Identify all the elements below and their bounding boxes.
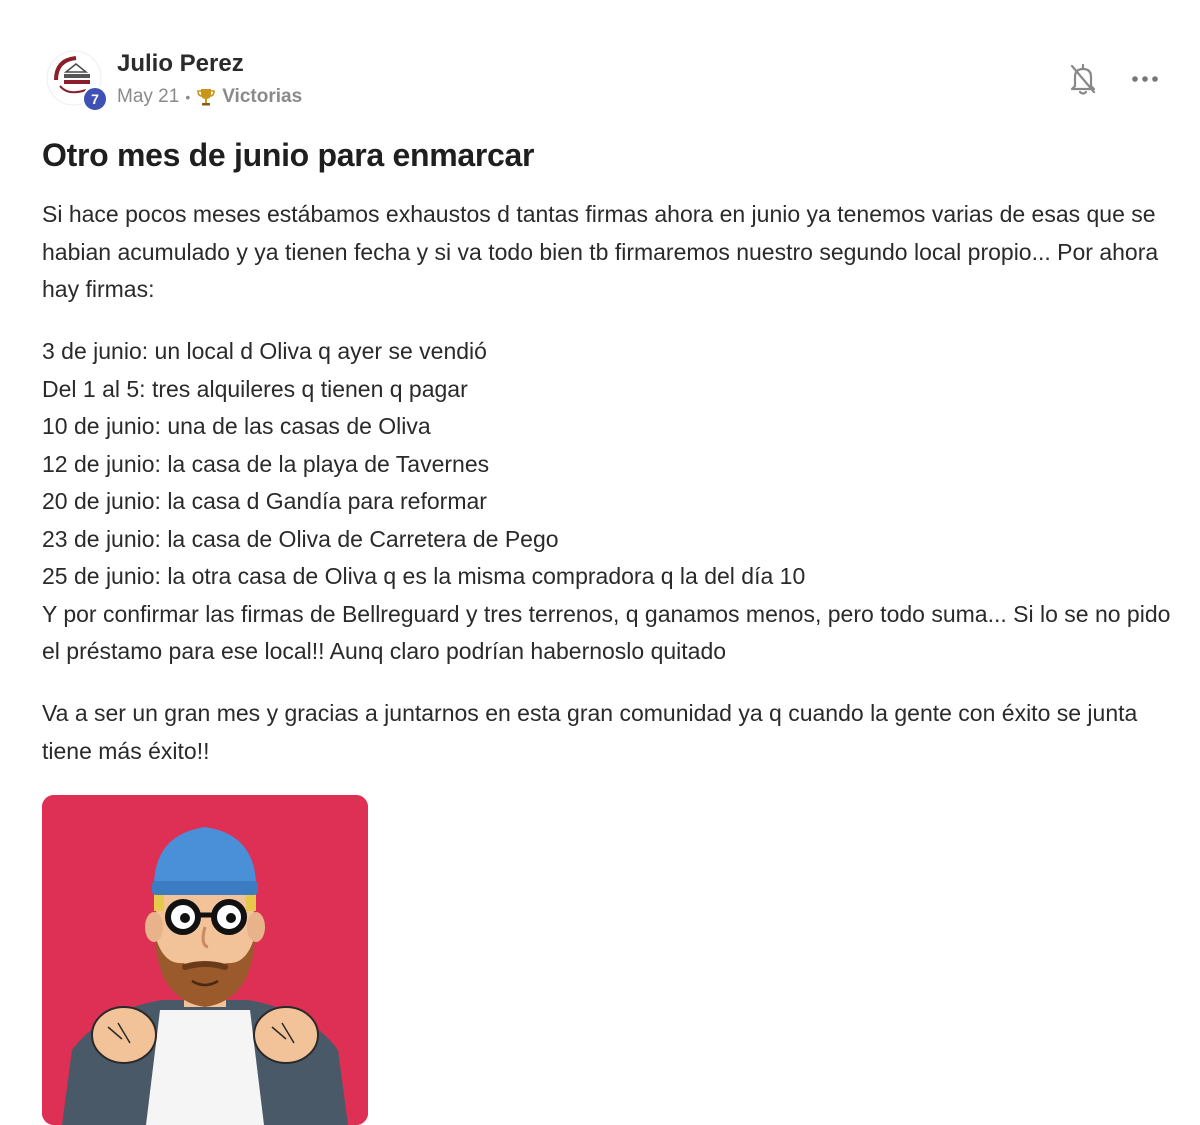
list-item: 12 de junio: la casa de la playa de Tavernes	[42, 450, 490, 477]
author-avatar[interactable]	[46, 50, 104, 108]
bell-off-icon[interactable]	[1066, 60, 1100, 98]
list-item: 23 de junio: la casa de Oliva de Carretera de Pego	[42, 525, 559, 552]
list-item: 20 de junio: la casa d Gandía para reformar	[42, 488, 487, 514]
list-item: 10 de junio: una de las casas de Oliva	[42, 413, 431, 439]
signings-list	[42, 333, 1182, 671]
list-item: 3 de junio: un local d Oliva q ayer se vendió	[42, 338, 487, 364]
list-tail-paragraph: Y por confirmar las firmas de Bellreguard y tres terrenos, q ganamos menos, pero todo suma... Si lo se no pido el préstamo para ese local!! Aunq claro podrían habernoslo quitado	[42, 600, 1171, 664]
more-options-icon[interactable]	[1128, 64, 1162, 94]
meta-separator: •	[185, 89, 191, 105]
list-item: 25 de junio: la otra casa de Oliva q es la misma compradora q la del día 10	[42, 563, 806, 589]
trophy-icon	[196, 87, 216, 107]
author-name[interactable]: Julio Perez	[117, 50, 244, 77]
post-paragraph-intro: Si hace pocos meses estábamos exhaustos d tantas firmas ahora en junio ya tenemos varias de esas que se habian acumulado y ya tienen fecha y si va todo bien tb firmaremos nuestro segundo local propio... Por ahora hay firmas:	[42, 201, 1159, 302]
post-title: Otro mes de junio para enmarcar	[42, 137, 535, 173]
post-image-celebrating-man[interactable]	[42, 795, 368, 1125]
level-badge: 7	[82, 86, 108, 112]
post-date[interactable]: May 21	[117, 86, 180, 107]
post-meta	[117, 85, 302, 109]
post-paragraph-closing: Va a ser un gran mes y gracias a juntarnos en esta gran comunidad ya q cuando la gente con éxito se junta tiene más éxito!!	[42, 700, 1138, 764]
list-item: Del 1 al 5: tres alquileres q tienen q pagar	[42, 375, 468, 402]
post-category[interactable]: Victorias	[222, 86, 303, 107]
